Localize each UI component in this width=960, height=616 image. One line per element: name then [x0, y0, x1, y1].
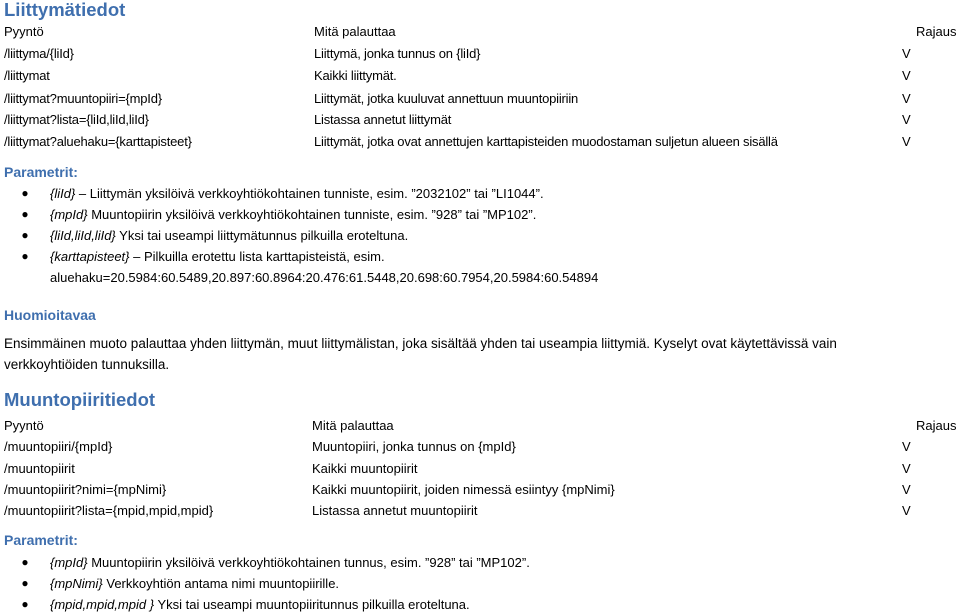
params-title: Parametrit: — [4, 532, 78, 548]
param-example: aluehaku=20.5984:60.5489,20.897:60.8964:20.476:61.5448,20.698:60.7954,20.5984:60.54894 — [50, 270, 599, 285]
returns-cell: Muuntopiiri, jonka tunnus on {mpId} — [312, 439, 516, 454]
returns-cell: Liittymät, jotka kuuluvat annettuun muuntopiiriin — [314, 91, 579, 106]
param-sep: – — [129, 249, 144, 264]
list-item — [20, 573, 530, 594]
bullet-icon: ● — [21, 249, 29, 263]
table-row — [4, 89, 956, 109]
returns-cell: Kaikki muuntopiirit, joiden nimessä esiintyy {mpNimi} — [312, 482, 615, 497]
list-item-continuation — [20, 267, 598, 288]
returns-cell: Liittymä, jonka tunnus on {liId} — [314, 46, 481, 61]
list-item — [20, 204, 598, 225]
param-desc: Yksi tai useampi muuntopiiritunnus pilkuilla eroteltuna. — [157, 597, 470, 612]
section-title-muuntopiiritiedot: Muuntopiiritiedot — [4, 389, 156, 410]
returns-cell: Listassa annetut muuntopiirit — [312, 503, 478, 518]
param-name: {karttapisteet} — [50, 249, 130, 264]
limit-cell: V — [902, 439, 911, 454]
table-row — [4, 480, 956, 500]
param-desc: Liittymän yksilöivä verkkoyhtiökohtainen tunniste, esim. ”2032102” tai ”LI1044”. — [89, 186, 544, 201]
returns-cell: Liittymät, jotka ovat annettujen karttapisteiden muodostaman suljetun alueen sisällä — [314, 134, 778, 149]
param-name: {liId,liId,liId} — [50, 228, 116, 243]
limit-cell: V — [902, 503, 911, 518]
request-cell: /muuntopiirit?nimi={mpNimi} — [4, 482, 167, 497]
returns-cell: Kaikki muuntopiirit — [312, 461, 418, 476]
param-name: {liId} — [50, 186, 76, 201]
header-limit: Rajaus — [916, 24, 957, 39]
param-desc: Pilkuilla erotettu lista karttapisteistä, esim. — [143, 249, 385, 264]
table-row — [4, 110, 956, 130]
request-cell: /muuntopiiri/{mpId} — [4, 439, 113, 454]
bullet-icon: ● — [21, 576, 29, 590]
bullet-icon: ● — [21, 207, 29, 221]
param-name: {mpNimi} — [50, 576, 103, 591]
limit-cell: V — [902, 112, 911, 127]
list-item — [20, 246, 598, 267]
param-sep: – — [75, 186, 90, 201]
notes-text: Ensimmäinen muoto palauttaa yhden liittymän, muut liittymälistan, joka sisältää yhden tai useampia liittymiä. Kyselyt ovat käytettävissä vain verkkoyhtiöiden tunnuksilla. — [4, 336, 837, 372]
limit-cell: V — [902, 68, 911, 83]
param-desc: Muuntopiirin yksilöivä verkkoyhtiökohtainen tunniste, esim. ”928” tai ”MP102”. — [91, 207, 537, 222]
limit-cell: V — [902, 461, 911, 476]
params-title: Parametrit: — [4, 164, 78, 180]
table-header — [4, 416, 956, 436]
limit-cell: V — [902, 134, 911, 149]
request-cell: /muuntopiirit — [4, 461, 75, 476]
list-item — [20, 183, 598, 204]
header-limit: Rajaus — [916, 418, 957, 433]
param-name: {mpId} — [50, 207, 88, 222]
table-row — [4, 44, 956, 64]
bullet-icon: ● — [21, 228, 29, 242]
list-item — [20, 225, 598, 246]
bullet-icon: ● — [21, 597, 29, 611]
returns-cell: Listassa annetut liittymät — [314, 112, 452, 127]
list-item — [20, 594, 530, 615]
request-cell: /liittymat?lista={liId,liId,liId} — [4, 112, 149, 127]
notes-title: Huomioitavaa — [4, 307, 96, 323]
request-cell: /liittymat?aluehaku={karttapisteet} — [4, 134, 192, 149]
param-desc: Verkkoyhtiön antama nimi muuntopiirille. — [106, 576, 340, 591]
limit-cell: V — [902, 91, 911, 106]
param-name: {mpId} — [50, 555, 88, 570]
param-desc: Muuntopiirin yksilöivä verkkoyhtiökohtainen tunnus, esim. ”928” tai ”MP102”. — [91, 555, 530, 570]
bullet-icon: ● — [21, 555, 29, 569]
param-desc: Yksi tai useampi liittymätunnus pilkuilla eroteltuna. — [119, 228, 409, 243]
table-row — [4, 459, 956, 479]
section-title-liittymatiedot: Liittymätiedot — [4, 0, 126, 20]
limit-cell: V — [902, 46, 911, 61]
list-item — [20, 552, 530, 573]
request-cell: /liittyma/{liId} — [4, 46, 74, 61]
request-cell: /liittymat — [4, 68, 50, 83]
table-row — [4, 132, 956, 152]
param-name: {mpid,mpid,mpid } — [50, 597, 155, 612]
returns-cell: Kaikki liittymät. — [314, 68, 397, 83]
table-row — [4, 66, 956, 86]
request-cell: /liittymat?muuntopiiri={mpId} — [4, 91, 162, 106]
table-row — [4, 437, 956, 457]
request-cell: /muuntopiirit?lista={mpid,mpid,mpid} — [4, 503, 214, 518]
table-row — [4, 501, 956, 521]
header-returns: Mitä palauttaa — [312, 418, 394, 433]
limit-cell: V — [902, 482, 911, 497]
header-request: Pyyntö — [4, 418, 44, 433]
bullet-icon: ● — [21, 186, 29, 200]
header-returns: Mitä palauttaa — [314, 24, 396, 39]
params-list — [20, 183, 598, 288]
params-list — [20, 552, 530, 615]
header-request: Pyyntö — [4, 24, 44, 39]
table-header — [4, 22, 956, 42]
